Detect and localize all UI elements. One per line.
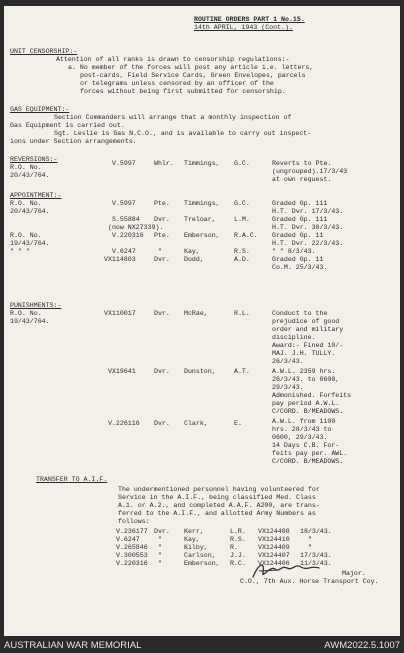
- gas-line: Sgt. Leslie is Gas N.C.O., and is available to carry out inspect-: [54, 130, 312, 137]
- aif-number: VX124410: [258, 536, 290, 543]
- initials: R.S.: [234, 248, 250, 255]
- censorship-line: forces without being first submitted for censorship.: [80, 88, 286, 95]
- gas-line: Gas Equipment is carried out.: [10, 122, 125, 129]
- ro-ref: R.O. No.: [10, 200, 42, 207]
- ro-ref: R.O. No.: [10, 164, 42, 171]
- initials: R.A.C.: [234, 232, 258, 239]
- signatory-unit: C.O., 7th Aux. Horse Transport Coy.: [240, 578, 379, 585]
- action: Graded Gp. 11: [272, 256, 324, 263]
- rank: ": [158, 536, 162, 543]
- document-page: [4, 6, 400, 636]
- service-number: V.300553: [116, 552, 148, 559]
- surname: Timmings,: [184, 200, 220, 207]
- censorship-line: a. No member of the forces will post any article i.e. letters,: [68, 64, 314, 71]
- service-number: VX19641: [108, 368, 136, 375]
- punishment-detail: MAJ. J.H. TULLY.: [272, 350, 336, 357]
- rank: ": [158, 248, 162, 255]
- censorship-line: or telegrams unless censored by an officer of the: [80, 80, 274, 87]
- censorship-heading: UNIT CENSORSHIP:-: [10, 48, 78, 55]
- surname: Emberson,: [184, 232, 220, 239]
- rank: Dvr.: [154, 256, 170, 263]
- gas-line: Section Commanders will arrange that a monthly inspection of: [54, 114, 292, 121]
- initials: R.L.: [234, 310, 250, 317]
- action: H.T. Dvr. 30/3/43.: [272, 224, 344, 231]
- transfer-line: Service in the A.I.F., being classified Med. Class: [118, 494, 316, 501]
- service-number: V.6247: [112, 248, 136, 255]
- rank: Dvr.: [154, 420, 170, 427]
- reversions-heading: REVERSIONS:-: [10, 156, 58, 163]
- ro-ref: " " ": [10, 248, 30, 255]
- initials: R.: [230, 544, 238, 551]
- initials: G.C.: [234, 160, 250, 167]
- service-number: S.55884: [112, 216, 140, 223]
- service-number: V.226116: [108, 420, 140, 427]
- surname: Dunston,: [184, 368, 216, 375]
- archive-footer: [0, 638, 404, 653]
- initials: A.T.: [234, 368, 250, 375]
- rank: Pte.: [154, 200, 170, 207]
- transfer-date: ": [308, 544, 312, 551]
- ro-ref: 20/43/764.: [10, 172, 50, 179]
- aif-number: VX124406: [258, 560, 290, 567]
- punishment-detail: Conduct to the: [272, 310, 328, 317]
- punishment-detail: discipline.: [272, 334, 316, 341]
- surname: Kilby,: [184, 544, 208, 551]
- punishment-detail: feits pay per. AWL.: [272, 450, 348, 457]
- service-number: V.6247: [116, 536, 140, 543]
- rank: ": [158, 560, 162, 567]
- surname: Clark,: [184, 420, 208, 427]
- transfer-date: 18/3/43.: [300, 528, 332, 535]
- surname: Kerr,: [184, 528, 204, 535]
- order-date: 14th APRIL, 1943 (Cont.).: [194, 24, 293, 31]
- surname: McRae,: [184, 310, 208, 317]
- transfer-line: ferred to the A.I.F., and allotted Army Numbers as: [118, 510, 316, 517]
- action: Reverts to Pte.: [272, 160, 332, 167]
- rank: Dvr.: [154, 216, 170, 223]
- punishment-detail: Award:- Fined 10/-: [272, 342, 344, 349]
- punishment-detail: 14 Days C.B. For-: [272, 442, 340, 449]
- punishment-detail: 26/3/43.: [272, 358, 304, 365]
- punishment-detail: A.W.L. from 1100: [272, 418, 336, 425]
- action: Graded Gp. 11: [272, 232, 324, 239]
- service-number: V.236177: [116, 528, 148, 535]
- transfer-line: The undermentioned personnel having volunteered for: [118, 486, 320, 493]
- transfer-date: ": [308, 536, 312, 543]
- ro-ref: R.O. No.: [10, 310, 42, 317]
- rank: Pte.: [154, 232, 170, 239]
- punishment-detail: C/CORD. B/MEADOWS.: [272, 458, 344, 465]
- action: " " 8/3/43.: [272, 248, 316, 255]
- action: Graded Gp. 111: [272, 216, 328, 223]
- service-number: VX114803: [104, 256, 136, 263]
- surname: Dodd,: [184, 256, 204, 263]
- transfer-heading: TRANSFER TO A.I.F.: [36, 476, 108, 483]
- service-number: VX110017: [104, 310, 136, 317]
- surname: Kay,: [184, 536, 200, 543]
- initials: R.S.: [230, 536, 246, 543]
- ro-ref: 20/43/764.: [10, 208, 50, 215]
- rank: ": [158, 552, 162, 559]
- punishment-detail: 26/3/43. to 0600,: [272, 376, 340, 383]
- punishment-detail: Admonished. Forfeits: [272, 392, 352, 399]
- transfer-date: 11/3/43.: [300, 560, 332, 567]
- transfer-line: follows:: [118, 518, 150, 525]
- aif-number: VX124409: [258, 544, 290, 551]
- gas-heading: GAS EQUIPMENT:-: [10, 106, 70, 113]
- initials: E.: [234, 420, 242, 427]
- rank: Dvr.: [154, 528, 170, 535]
- surname: Kay,: [184, 248, 200, 255]
- initials: R.C.: [230, 560, 246, 567]
- service-number-note: (now NX27339).: [108, 224, 164, 231]
- rank: Dvr.: [154, 368, 170, 375]
- transfer-date: 17/3/43.: [300, 552, 332, 559]
- punishment-detail: hrs. 28/3/43 to: [272, 426, 332, 433]
- action: H.T. Dvr. 17/3/43.: [272, 208, 344, 215]
- initials: A.D.: [234, 256, 250, 263]
- action: at own request.: [272, 176, 332, 183]
- ro-ref: R.O. No.: [10, 232, 42, 239]
- action: Graded Gp. 111: [272, 200, 328, 207]
- accession-number: AWM2022.5.1007: [324, 640, 400, 651]
- punishments-heading: PUNISHMENTS:-: [10, 302, 62, 309]
- rank: ": [158, 544, 162, 551]
- punishment-detail: C/CORD. B/MEADOWS.: [272, 408, 344, 415]
- action: Co.M. 25/3/43.: [272, 264, 328, 271]
- aif-number: VX124407: [258, 552, 290, 559]
- action: (ungrouped).17/3/43: [272, 168, 348, 175]
- censorship-line: Attention of all ranks is drawn to censorship regulations:-: [56, 56, 290, 63]
- punishment-detail: pay period A.W.L.: [272, 400, 340, 407]
- surname: Carlson,: [184, 552, 216, 559]
- punishment-detail: prejudice of good: [272, 318, 340, 325]
- punishment-detail: A.W.L. 2359 hrs.: [272, 368, 336, 375]
- initials: G.C.: [234, 200, 250, 207]
- order-title: ROUTINE ORDERS PART 1 No.15.: [194, 16, 305, 23]
- signatory-rank: Major.: [342, 570, 366, 577]
- service-number: V.220316: [112, 232, 144, 239]
- punishment-detail: 0600, 29/3/43.: [272, 434, 328, 441]
- surname: Emberson,: [184, 560, 220, 567]
- censorship-line: post-cards, Field Service Cards, Green Envelopes, parcels: [80, 72, 306, 79]
- rank: Whlr.: [154, 160, 174, 167]
- ro-ref: 19/43/764.: [10, 240, 50, 247]
- service-number: V.5997: [112, 160, 136, 167]
- service-number: V.220316: [116, 560, 148, 567]
- initials: J.J.: [230, 552, 246, 559]
- initials: L.R.: [230, 528, 246, 535]
- ro-ref: 19/43/764.: [10, 318, 50, 325]
- surname: Treloar,: [184, 216, 216, 223]
- gas-line: ions under Section arrangements.: [10, 138, 137, 145]
- service-number: V.5997: [112, 200, 136, 207]
- service-number: V.265846: [116, 544, 148, 551]
- rank: Dvr.: [154, 310, 170, 317]
- punishment-detail: 29/3/43.: [272, 384, 304, 391]
- transfer-line: A.1. or A.2., and completed A.A.F. A200, are trans-: [118, 502, 320, 509]
- surname: Timmings,: [184, 160, 220, 167]
- punishment-detail: order and military: [272, 326, 344, 333]
- archive-name: AUSTRALIAN WAR MEMORIAL: [4, 640, 142, 651]
- initials: L.M.: [234, 216, 250, 223]
- action: H.T. Dvr. 22/3/43.: [272, 240, 344, 247]
- appointment-heading: APPOINTMENT:-: [10, 192, 62, 199]
- aif-number: VX124408: [258, 528, 290, 535]
